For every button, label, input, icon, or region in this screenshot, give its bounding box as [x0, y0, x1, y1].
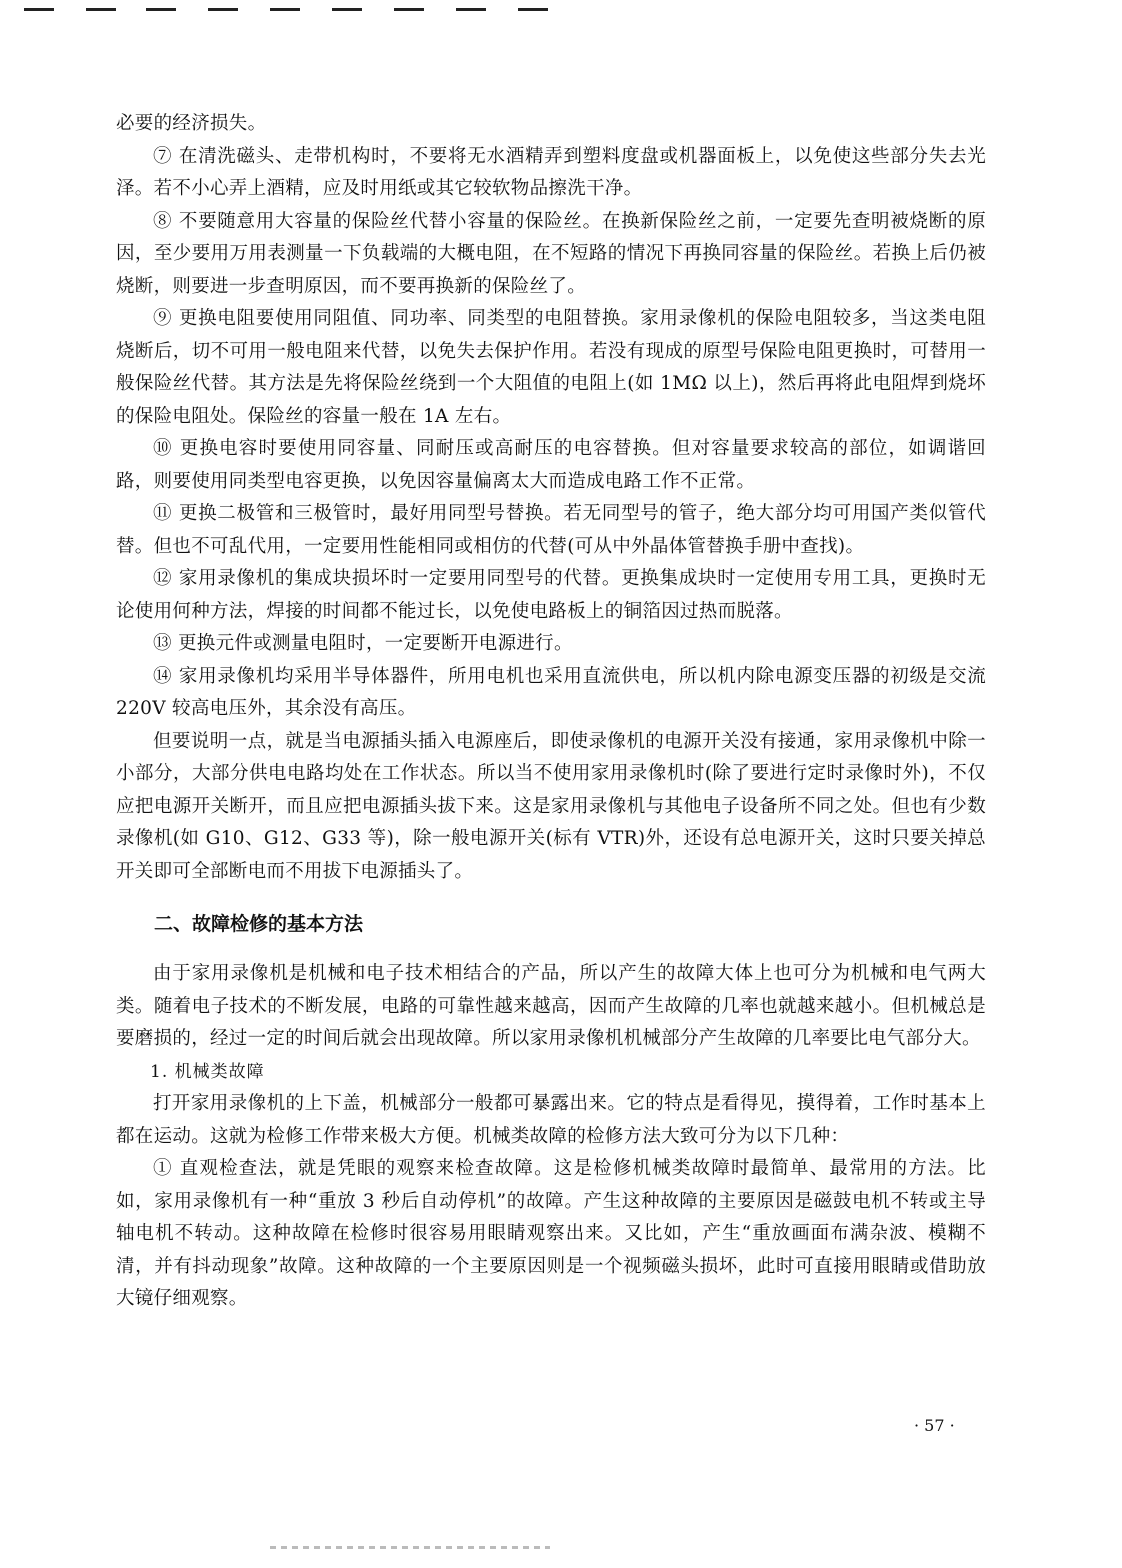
- scan-mark: [86, 8, 116, 11]
- paragraph-item-9: ⑨ 更换电阻要使用同阻值、同功率、同类型的电阻替换。家用录像机的保险电阻较多，当这类电阻烧断后，切不可用一般电阻来代替，以免失去保护作用。若没有现成的原型号保险电阻更换时，可替用一般保险丝代替。其方法是先将保险丝绕到一个大阻值的电阻上(如 1MΩ 以上)，然后再将此电阻焊到烧坏的保险电阻处。保险丝的容量一般在 1A 左右。: [116, 308, 986, 427]
- subsection-heading: 1. 机械类故障: [150, 1061, 265, 1082]
- scan-mark: [332, 8, 362, 11]
- scan-mark: [456, 8, 486, 11]
- page-number: · 57 ·: [914, 1416, 955, 1435]
- paragraph-power-note: 但要说明一点，就是当电源插头插入电源座后，即使录像机的电源开关没有接通，家用录像机中除一小部分，大部分供电电路均处在工作状态。所以当不使用家用录像机时(除了要进行定时录像时外)，不仅应把电源开关断开，而且应把电源插头拔下来。这是家用录像机与其他电子设备所不同之处。但也有少数录像机(如 G10、G12、G33 等)，除一般电源开关(标有 VTR)外，还设有总电源开关，这时只要关掉总开关即可全部断电而不用拔下电源插头了。: [116, 730, 986, 882]
- scan-noise-line: [270, 1546, 550, 1549]
- scan-mark: [518, 8, 548, 11]
- paragraph-item-7: ⑦ 在清洗磁头、走带机构时，不要将无水酒精弄到塑料度盘或机器面板上，以免使这些部分失去光泽。若不小心弄上酒精，应及时用纸或其它较软物品擦洗干净。: [116, 145, 986, 199]
- paragraph-item-11: ⑪ 更换二极管和三极管时，最好用同型号替换。若无同型号的管子，绝大部分均可用国产类似管代替。但也不可乱代用，一定要用性能相同或相仿的代替(可从中外晶体管替换手册中查找)。: [116, 503, 986, 557]
- section-intro-paragraph: 由于家用录像机是机械和电子技术相结合的产品，所以产生的故障大体上也可分为机械和电气两大类。随着电子技术的不断发展，电路的可靠性越来越高，因而产生故障的几率也就越来越小。但机械总是要磨损的，经过一定的时间后就会出现故障。所以家用录像机机械部分产生故障的几率要比电气部分大。: [116, 963, 986, 1049]
- paragraph-continuation: 必要的经济损失。: [116, 113, 267, 134]
- scan-mark: [146, 8, 176, 11]
- scan-mark: [208, 8, 238, 11]
- subsection-paragraph-2: ① 直观检查法，就是凭眼的观察来检查故障。这是检修机械类故障时最简单、最常用的方法。比如，家用录像机有一种“重放 3 秒后自动停机”的故障。产生这种故障的主要原因是磁鼓电机不转或主导轴电机不转动。这种故障在检修时很容易用眼睛观察出来。又比如，产生“重放画面布满杂波、模糊不清，并有抖动现象”故障。这种故障的一个主要原因则是一个视频磁头损坏，此时可直接用眼睛或借助放大镜仔细观察。: [116, 1158, 986, 1309]
- subsection-paragraph-1: 打开家用录像机的上下盖，机械部分一般都可暴露出来。它的特点是看得见，摸得着，工作时基本上都在运动。这就为检修工作带来极大方便。机械类故障的检修方法大致可分为以下几种：: [116, 1093, 986, 1147]
- paragraph-item-14: ⑭ 家用录像机均采用半导体器件，所用电机也采用直流供电，所以机内除电源变压器的初级是交流 220V 较高电压外，其余没有高压。: [116, 665, 986, 719]
- scan-mark: [270, 8, 300, 11]
- paragraph-item-12: ⑫ 家用录像机的集成块损坏时一定要用同型号的代替。更换集成块时一定使用专用工具，更换时无论使用何种方法，焊接的时间都不能过长，以免使电路板上的铜箔因过热而脱落。: [116, 568, 986, 622]
- page-body: [116, 108, 986, 1316]
- scan-mark: [394, 8, 424, 11]
- paragraph-item-13: ⑬ 更换元件或测量电阻时，一定要断开电源进行。: [153, 633, 573, 654]
- section-heading: 二、故障检修的基本方法: [154, 913, 364, 935]
- paragraph-item-10: ⑩ 更换电容时要使用同容量、同耐压或高耐压的电容替换。但对容量要求较高的部位，如调谐回路，则要使用同类型电容更换，以免因容量偏离太大而造成电路工作不正常。: [116, 438, 986, 492]
- paragraph-item-8: ⑧ 不要随意用大容量的保险丝代替小容量的保险丝。在换新保险丝之前，一定要先查明被烧断的原因，至少要用万用表测量一下负载端的大概电阻，在不短路的情况下再换同容量的保险丝。若换上后仍被烧断，则要进一步查明原因，而不要再换新的保险丝了。: [116, 210, 986, 297]
- scan-mark: [24, 8, 54, 11]
